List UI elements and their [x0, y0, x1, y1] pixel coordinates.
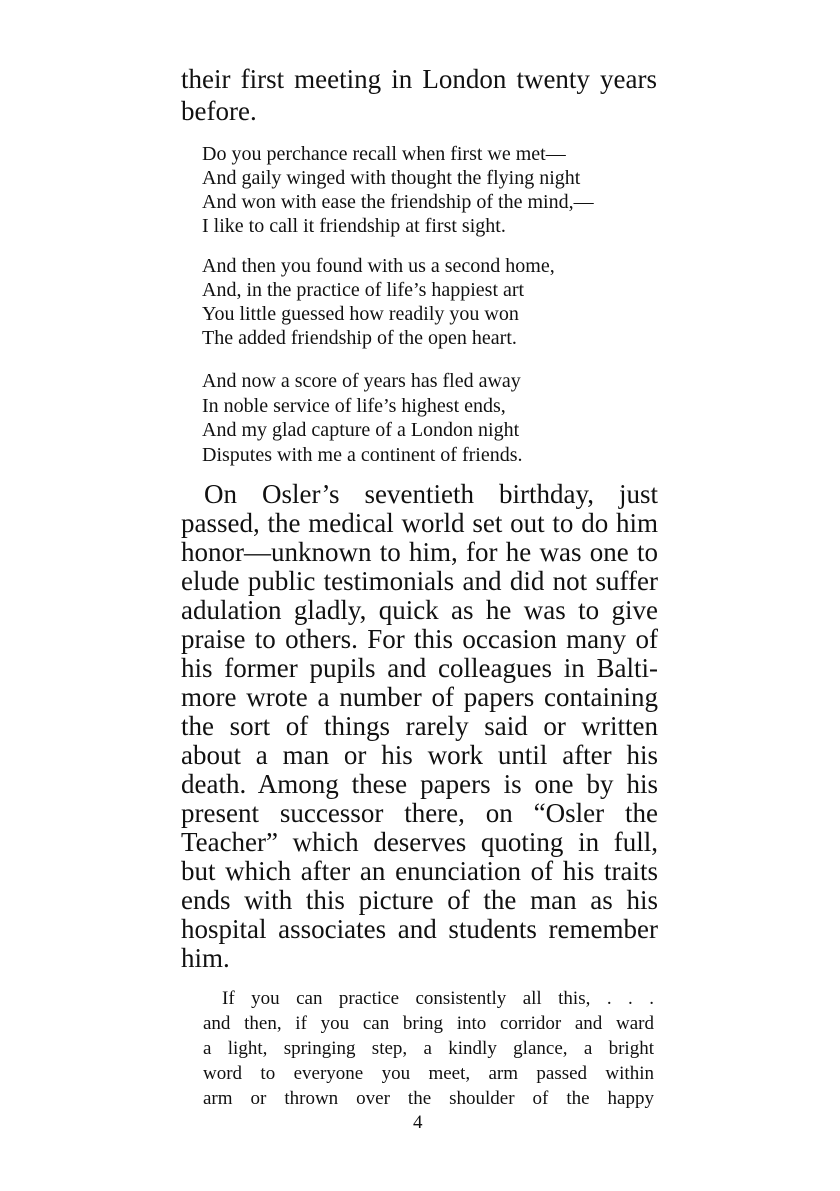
poem-line: And my glad capture of a London night — [202, 419, 520, 441]
paragraph-line: ends with this picture of the man as his — [181, 885, 658, 915]
paragraph-line: more wrote a number of papers containing — [181, 682, 658, 712]
intro-line: before. — [181, 96, 257, 126]
intro-line: their first meeting in London twenty years — [181, 64, 657, 94]
poem-line: And then you found with us a second home, — [202, 255, 555, 277]
poem-line: The added friendship of the open heart. — [202, 327, 517, 349]
poem-line: And, in the practice of life’s happiest art — [202, 279, 525, 301]
paragraph-line: passed, the medical world set out to do him — [181, 508, 658, 538]
poem-line: I like to call it friendship at first sight. — [202, 215, 506, 237]
paragraph-line: praise to others. For this occasion many of — [181, 624, 658, 654]
paragraph-line: about a man or his work until after his — [181, 740, 658, 770]
poem-line: And gaily winged with thought the flying night — [202, 167, 581, 189]
quote-line: arm or thrown over the shoulder of the happy — [203, 1088, 654, 1109]
paragraph-line: the sort of things rarely said or written — [181, 711, 658, 741]
poem-line: And now a score of years has fled away — [202, 370, 521, 392]
page-number: 4 — [413, 1112, 423, 1133]
paragraph-line: but which after an enunciation of his traits — [181, 856, 658, 886]
poem-line: In noble service of life’s highest ends, — [202, 395, 506, 417]
paragraph-line: his former pupils and colleagues in Balti- — [181, 653, 658, 683]
poem-line: You little guessed how readily you won — [202, 303, 519, 325]
paragraph-line: On Osler’s seventieth birthday, just — [204, 479, 658, 509]
quote-line: and then, if you can bring into corridor and ward — [203, 1013, 654, 1034]
paragraph-line: him. — [181, 943, 230, 973]
poem-line: Disputes with me a continent of friends. — [202, 444, 523, 466]
poem-line: And won with ease the friendship of the mind,— — [202, 191, 594, 213]
paragraph-line: adulation gladly, quick as he was to give — [181, 595, 658, 625]
paragraph-line: elude public testimonials and did not suffer — [181, 566, 658, 596]
paragraph-line: hospital associates and students remember — [181, 914, 658, 944]
poem-line: Do you perchance recall when first we met— — [202, 143, 566, 165]
paragraph-line: present successor there, on “Osler the — [181, 798, 658, 828]
paragraph-line: death. Among these papers is one by his — [181, 769, 658, 799]
quote-line: word to everyone you meet, arm passed within — [203, 1063, 654, 1084]
paragraph-line: honor—unknown to him, for he was one to — [181, 537, 658, 567]
quote-line: If you can practice consistently all this, . . . — [222, 988, 654, 1009]
paragraph-line: Teacher” which deserves quoting in full, — [181, 827, 658, 857]
quote-line: a light, springing step, a kindly glance, a bright — [203, 1038, 654, 1059]
